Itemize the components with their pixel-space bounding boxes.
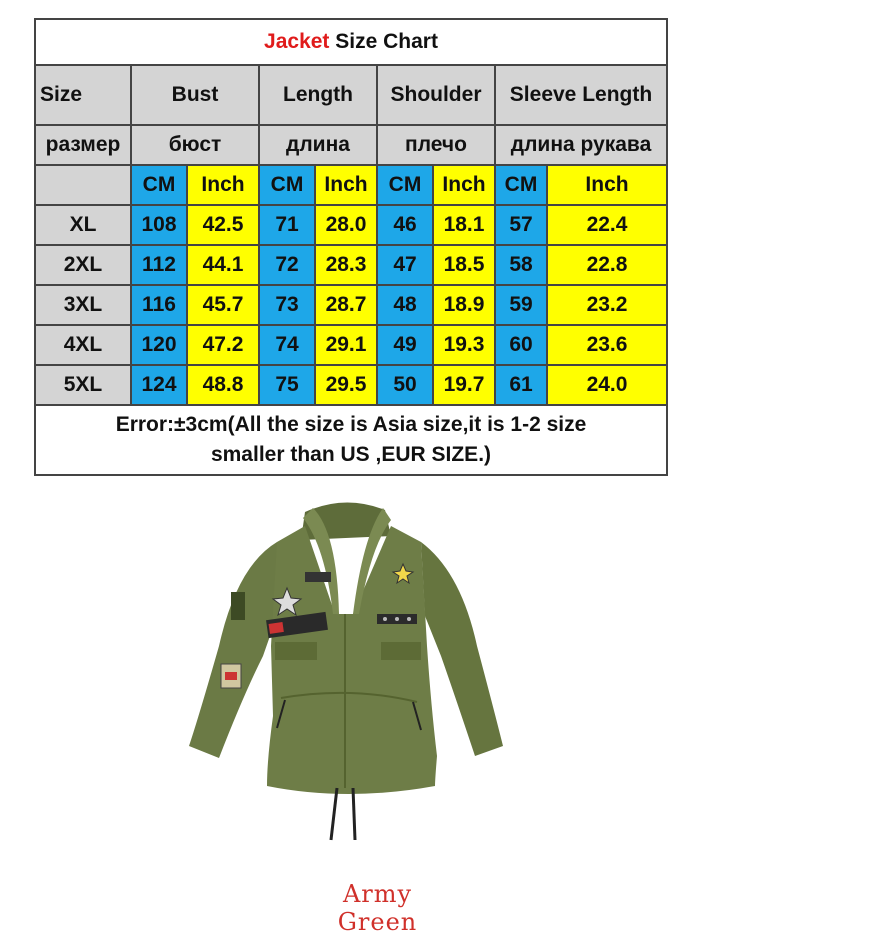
bust-cm: 124 bbox=[131, 365, 187, 405]
length-cm: 72 bbox=[259, 245, 315, 285]
size-label: 5XL bbox=[35, 365, 131, 405]
unit-cm-sleeve: CM bbox=[495, 165, 547, 205]
table-row bbox=[35, 245, 667, 285]
length-inch: 29.1 bbox=[315, 325, 377, 365]
header-ru-bust: бюст bbox=[131, 125, 259, 165]
bust-cm: 112 bbox=[131, 245, 187, 285]
sleeve-cm: 57 bbox=[495, 205, 547, 245]
shoulder-inch: 18.1 bbox=[433, 205, 495, 245]
shoulder-cm: 46 bbox=[377, 205, 433, 245]
size-chart-table bbox=[34, 18, 668, 476]
shoulder-cm: 48 bbox=[377, 285, 433, 325]
sleeve-inch: 23.6 bbox=[547, 325, 667, 365]
table-row bbox=[35, 205, 667, 245]
shoulder-cm: 50 bbox=[377, 365, 433, 405]
length-cm: 73 bbox=[259, 285, 315, 325]
error-note-line2: smaller than US ,EUR SIZE.) bbox=[210, 443, 492, 466]
unit-inch-length: Inch bbox=[315, 165, 377, 205]
header-shoulder: Shoulder bbox=[377, 65, 495, 125]
bust-inch: 47.2 bbox=[187, 325, 259, 365]
header-sleeve-length: Sleeve Length bbox=[495, 65, 667, 125]
unit-inch-shoulder: Inch bbox=[433, 165, 495, 205]
bust-inch: 42.5 bbox=[187, 205, 259, 245]
shoulder-cm: 49 bbox=[377, 325, 433, 365]
size-label: XL bbox=[35, 205, 131, 245]
error-note-line1: Error:±3cm(All the size is Asia size,it is 1-2 size bbox=[115, 413, 587, 436]
color-name-label: Army Green bbox=[337, 880, 418, 936]
table-row bbox=[35, 285, 667, 325]
header-ru-shoulder: плечо bbox=[377, 125, 495, 165]
shoulder-inch: 19.3 bbox=[433, 325, 495, 365]
length-inch: 28.7 bbox=[315, 285, 377, 325]
size-label: 3XL bbox=[35, 285, 131, 325]
shoulder-inch: 18.5 bbox=[433, 245, 495, 285]
shoulder-cm: 47 bbox=[377, 245, 433, 285]
sleeve-cm: 59 bbox=[495, 285, 547, 325]
sleeve-cm: 60 bbox=[495, 325, 547, 365]
header-ru-sleeve: длина рукава bbox=[495, 125, 667, 165]
unit-inch-sleeve: Inch bbox=[547, 165, 667, 205]
header-ru-length: длина bbox=[259, 125, 377, 165]
bust-cm: 120 bbox=[131, 325, 187, 365]
header-ru-size: размер bbox=[35, 125, 131, 165]
bust-inch: 45.7 bbox=[187, 285, 259, 325]
header-bust: Bust bbox=[131, 65, 259, 125]
sleeve-inch: 23.2 bbox=[547, 285, 667, 325]
bust-inch: 44.1 bbox=[187, 245, 259, 285]
bust-cm: 108 bbox=[131, 205, 187, 245]
header-size: Size bbox=[35, 65, 131, 125]
bust-cm: 116 bbox=[131, 285, 187, 325]
table-row bbox=[35, 325, 667, 365]
length-cm: 74 bbox=[259, 325, 315, 365]
length-cm: 75 bbox=[259, 365, 315, 405]
size-label: 2XL bbox=[35, 245, 131, 285]
sleeve-cm: 58 bbox=[495, 245, 547, 285]
sleeve-inch: 24.0 bbox=[547, 365, 667, 405]
header-length: Length bbox=[259, 65, 377, 125]
table-row bbox=[35, 365, 667, 405]
error-note bbox=[35, 405, 667, 475]
shoulder-inch: 19.7 bbox=[433, 365, 495, 405]
bust-inch: 48.8 bbox=[187, 365, 259, 405]
shoulder-inch: 18.9 bbox=[433, 285, 495, 325]
length-inch: 28.3 bbox=[315, 245, 377, 285]
jacket-illustration bbox=[185, 496, 510, 846]
chart-title-accent: Jacket bbox=[264, 30, 330, 53]
sleeve-cm: 61 bbox=[495, 365, 547, 405]
unit-inch-bust: Inch bbox=[187, 165, 259, 205]
length-cm: 71 bbox=[259, 205, 315, 245]
unit-blank-cell bbox=[35, 165, 131, 205]
sleeve-inch: 22.4 bbox=[547, 205, 667, 245]
unit-cm-bust: CM bbox=[131, 165, 187, 205]
sleeve-inch: 22.8 bbox=[547, 245, 667, 285]
chart-title bbox=[35, 19, 667, 65]
length-inch: 29.5 bbox=[315, 365, 377, 405]
unit-cm-shoulder: CM bbox=[377, 165, 433, 205]
unit-cm-length: CM bbox=[259, 165, 315, 205]
chart-title-rest: Size Chart bbox=[329, 30, 438, 53]
product-photo bbox=[185, 496, 510, 846]
length-inch: 28.0 bbox=[315, 205, 377, 245]
size-label: 4XL bbox=[35, 325, 131, 365]
